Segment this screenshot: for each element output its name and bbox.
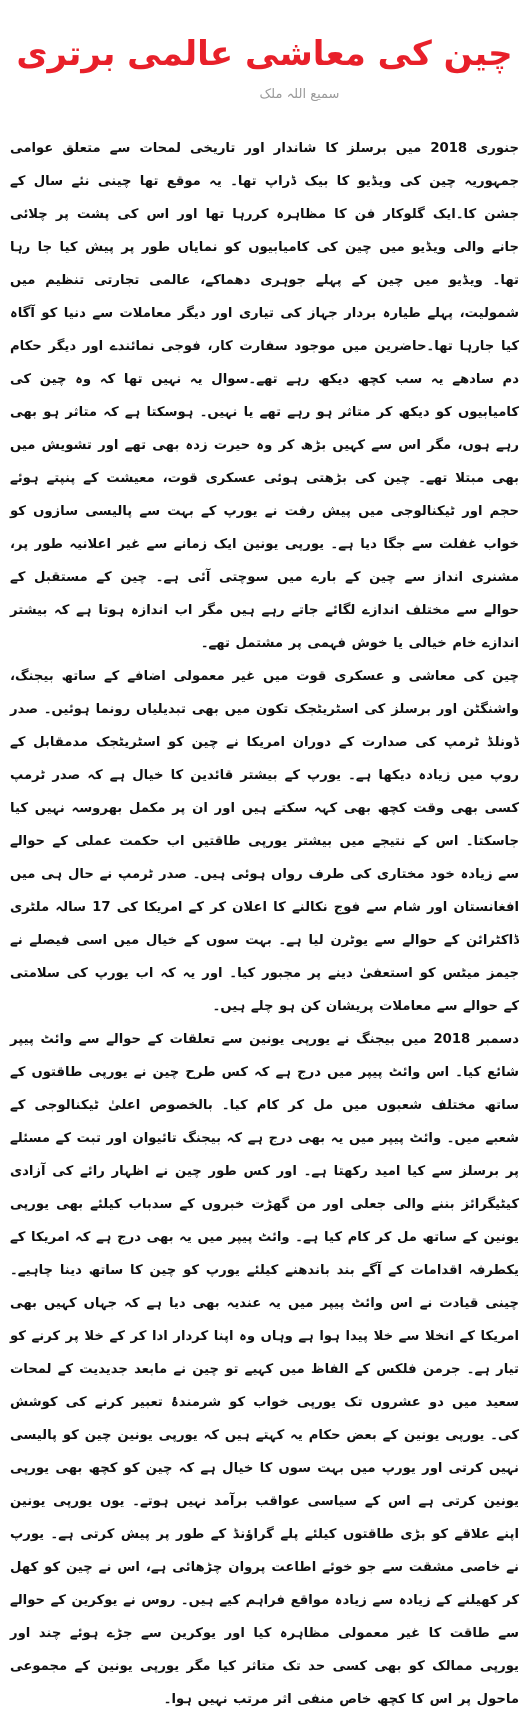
article-paragraph: چین کی معاشی و عسکری قوت میں غیر معمولی اضافے کے ساتھ بیجنگ، واشنگٹن اور برسلز کی اسٹریٹجک تکون میں بھی تبدیلیاں رونما ہوئیں۔ صدر ڈونلڈ ٹرمپ کی صدارت کے دوران امریکا نے چین کو اسٹریٹجک مدمقابل کے روپ میں زیادہ دیکھا ہے۔ یورپ کے بیشتر قائدین کا خیال ہے کہ صدر ٹرمپ کسی بھی وقت کچھ بھی کہہ سکتے ہیں اور ان پر مکمل بھروسہ نہیں کیا جاسکتا۔ اس کے نتیجے میں بیشتر یورپی طاقتیں اب حکمت عملی کے حوالے سے زیادہ خود مختاری کی طرف رواں ہوئی ہیں۔ صدر ٹرمپ نے حال ہی میں افغانستان اور شام سے فوج نکالنے کا اعلان کر کے امریکا کی 17 سالہ ملٹری ڈاکٹرائن کے حوالے سے یوٹرن لیا ہے۔ بہت سوں کے خیال میں اسی فیصلے نے جیمز میٹس کو استعفیٰ دینے پر مجبور کیا۔ اور یہ کہ اب یورپ کی سلامتی کے حوالے سے معاملات پریشان کن ہو چلے ہیں۔ bbox=[10, 669, 519, 1014]
article-paragraph: جنوری 2018 میں برسلز کا شاندار اور تاریخی لمحات سے متعلق عوامی جمہوریہ چین کی ویڈیو کا بیک ڈراپ تھا۔ یہ موقع تھا چینی نئے سال کے جشن کا۔ایک گلوکار فن کا مظاہرہ کررہا تھا اور اس کی پشت پر چلائی جانے والی ویڈیو میں چین کی کامیابیوں کو نمایاں طور پر پیش کیا جا رہا تھا۔ ویڈیو میں چین کے پہلے جوہری دھماکے، عالمی تجارتی تنظیم میں شمولیت، پہلے طیارہ بردار جہاز کی تیاری اور دیگر معاملات سے دنیا کو آگاہ کیا جارہا تھا۔حاضرین میں موجود سفارت کار، فوجی نمائندے اور دیگر حکام دم سادھے یہ سب کچھ دیکھ رہے تھے۔سوال یہ نہیں تھا کہ وہ چین کی کامیابیوں کو دیکھ کر متاثر ہو رہے تھے یا نہیں۔ ہوسکتا ہے کہ متاثر ہو بھی رہے ہوں، مگر اس سے کہیں بڑھ کر وہ حیرت زدہ بھی تھے اور تشویش میں بھی مبتلا تھے۔ چین کی بڑھتی ہوئی عسکری قوت، معیشت کے پنپتے ہوئے حجم اور ٹیکنالوجی میں پیش رفت نے یورپ کے بہت سے پالیسی سازوں کو خواب غفلت سے جگا دیا ہے۔ یورپی یونین ایک زمانے سے غیر اعلانیہ طور پر، مشنری انداز سے چین کے بارے میں سوچتی آئی ہے۔ چین کے مستقبل کے حوالے سے مختلف اندازے لگائے جاتے رہے ہیں مگر اب اندازہ ہوتا ہے کہ بیشتر اندازے خام خیالی یا خوش فہمی پر مشتمل تھے۔ bbox=[10, 141, 519, 651]
author-name: سمیع اللہ ملک bbox=[259, 87, 340, 102]
article-body bbox=[10, 132, 519, 1716]
article-title: چین کی معاشی عالمی برتری bbox=[16, 34, 513, 74]
article-page bbox=[0, 28, 529, 1707]
article-paragraph: دسمبر 2018 میں بیجنگ نے یورپی یونین سے تعلقات کے حوالے سے وائٹ پیپر شائع کیا۔ اس وائٹ پیپر میں درج ہے کہ کس طرح چین نے یورپی طاقتوں کے ساتھ مختلف شعبوں میں مل کر کام کیا۔ بالخصوص اعلیٰ ٹیکنالوجی کے شعبے میں۔ وائٹ پیپر میں یہ بھی درج ہے کہ بیجنگ تائیوان اور تبت کے مسئلے پر برسلز سے کیا امید رکھتا ہے۔ اور کس طور چین نے اظہار رائے کی آزادی کیٹیگرائز بننے والی جعلی اور من گھڑت خبروں کے سدباب کیلئے بھی یورپی یونین کے ساتھ مل کر کام کیا ہے۔ وائٹ پیپر میں یہ بھی درج ہے کہ امریکا کے یکطرفہ اقدامات کے آگے بند باندھنے کیلئے یورپ کو چین کا ساتھ دینا چاہیے۔ چینی قیادت نے اس وائٹ پیپر میں یہ عندیہ بھی دیا ہے کہ جہاں کہیں بھی امریکا کے انخلا سے خلا پیدا ہوا ہے وہاں وہ اپنا کردار ادا کر کے خلا پر کرنے کو تیار ہے۔ جرمن فلکس کے الفاظ میں کہیے تو چین نے مابعد جدیدیت کے لمحات سعید میں دو عشروں تک یورپی خواب کو شرمندۂ تعبیر کرنے کی کوشش کی۔ یورپی یونین کے بعض حکام یہ کہتے ہیں کہ یورپی یونین چین کو پالیسی نہیں کرتی اور یورپ میں بہت سوں کا خیال ہے کہ چین کو کچھ بھی یورپی یونین کرتی ہے اس کے سیاسی عواقب برآمد نہیں ہوتے۔ یوں یورپی یونین اپنے علاقے کو بڑی طاقتوں کیلئے پلے گراؤنڈ کے طور پر پیش کرتی ہے۔ یورپ نے خاصی مشقت سے جو خوئے اطاعت پروان چڑھائی ہے، اس نے چین کو کھل کر کھیلنے کے زیادہ سے زیادہ مواقع فراہم کیے ہیں۔ روس نے یوکرین کے حوالے سے طاقت کا غیر معمولی مظاہرہ کیا اور یوکرین سے جڑے ہوئے چند اور یورپی ممالک کو بھی کسی حد تک متاثر کیا مگر یورپی یونین کے مجموعی ماحول پر اس کا کچھ خاص منفی اثر مرتب نہیں ہوا۔ bbox=[10, 1032, 519, 1707]
